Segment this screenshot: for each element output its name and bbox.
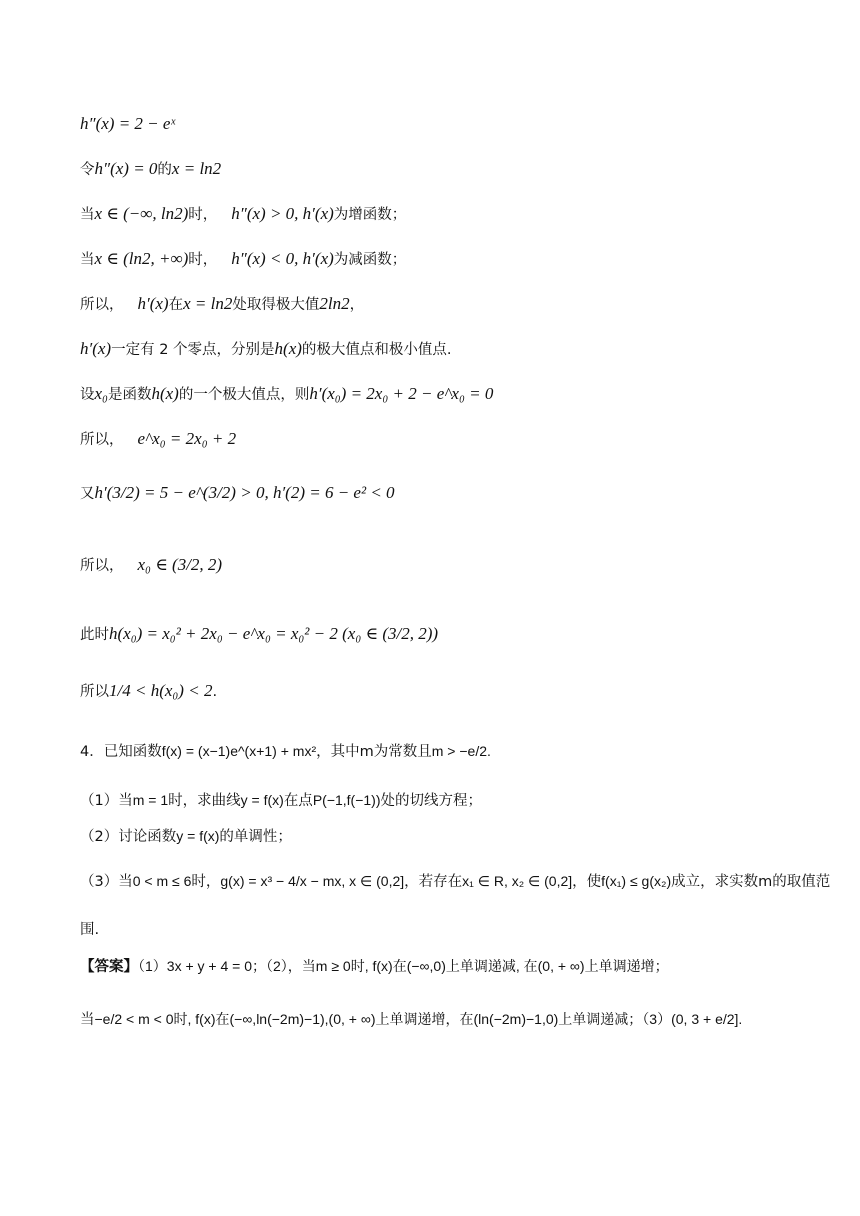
solution-line-9: 又h′(3/2) = 5 − e^(3/2) > 0, h′(2) = 6 − e² < 0	[80, 483, 395, 502]
equation: h″(x) > 0, h′(x)	[231, 204, 334, 223]
equation: h″(x) < 0, h′(x)	[231, 249, 334, 268]
equation: h′(x)	[80, 339, 112, 358]
equation: x₀ ∈ (3/2, 2)	[137, 555, 223, 574]
equation: 2ln2	[319, 294, 350, 313]
solution-line-10: 所以， x₀ ∈ (3/2, 2)	[80, 555, 223, 574]
problem-statement: 4．已知函数f(x) = (x−1)e^(x+1) + mx²，其中m为常数且m > −e/2.	[80, 743, 491, 760]
equation: 1/4 < h(x₀) < 2	[109, 681, 213, 700]
solution-line-12: 所以1/4 < h(x₀) < 2.	[80, 681, 218, 700]
problem-part-3: （3）当0 < m ≤ 6时，g(x) = x³ − 4/x − mx, x ∈ (0,2]，若存在x₁ ∈ R, x₂ ∈ (0,2]，使f(x₁) ≤ g(x₂)成立，求实数m的取值范	[80, 873, 831, 890]
solution-line-7: 设x₀是函数h(x)的一个极大值点，则h′(x₀) = 2x₀ + 2 − e^x₀ = 0	[80, 384, 494, 403]
equation: m > −e/2.	[431, 743, 491, 759]
equation: x₀	[94, 384, 108, 403]
equation: e^x₀ = 2x₀ + 2	[137, 429, 237, 448]
answer-line-1: 【答案】（1）3x + y + 4 = 0；（2），当m ≥ 0时, f(x)在(−∞,0)上单调递减, 在(0, + ∞)上单调递增；	[80, 958, 669, 975]
equation: f(x) = (x−1)e^(x+1) + mx²	[161, 743, 317, 759]
equation: x ∈ (ln2, +∞)	[94, 249, 189, 268]
equation: h(x)	[151, 384, 179, 403]
equation: x = ln2	[171, 159, 222, 178]
solution-line-1	[80, 113, 820, 135]
problem-part-3-cont: 围.	[80, 922, 100, 938]
equation: h″(x) = 2 − eˣ	[80, 114, 176, 133]
equation: x ∈ (−∞, ln2)	[94, 204, 189, 223]
equation: h′(x)	[137, 294, 169, 313]
solution-line-8: 所以， e^x₀ = 2x₀ + 2	[80, 429, 237, 448]
problem-part-2: （2）讨论函数y = f(x)的单调性；	[80, 828, 292, 845]
equation: h′(3/2) = 5 − e^(3/2) > 0, h′(2) = 6 − e² < 0	[94, 483, 395, 502]
solution-line-6: h′(x)一定有 2 个零点，分别是h(x)的极大值点和极小值点.	[80, 339, 452, 358]
solution-line-2: 令h″(x) = 0的x = ln2	[80, 159, 222, 178]
equation: h(x)	[274, 339, 302, 358]
equation: h(x₀) = x₀² + 2x₀ − e^x₀ = x₀² − 2 (x₀ ∈ (3/2, 2))	[109, 624, 439, 643]
solution-line-5: 所以， h′(x)在x = ln2处取得极大值2ln2，	[80, 294, 365, 313]
solution-line-11: 此时h(x₀) = x₀² + 2x₀ − e^x₀ = x₀² − 2 (x₀ ∈ (3/2, 2))	[80, 624, 439, 643]
solution-line-3: 当x ∈ (−∞, ln2)时， h″(x) > 0, h′(x)为增函数；	[80, 204, 407, 223]
equation: x = ln2	[183, 294, 233, 313]
equation: h″(x) = 0	[94, 159, 158, 178]
answer-label: 【答案】	[80, 959, 138, 975]
solution-line-4: 当x ∈ (ln2, +∞)时， h″(x) < 0, h′(x)为减函数；	[80, 249, 407, 268]
problem-part-1: （1）当m = 1时，求曲线y = f(x)在点P(−1,f(−1))处的切线方程；	[80, 792, 483, 809]
equation: h′(x₀) = 2x₀ + 2 − e^x₀ = 0	[309, 384, 494, 403]
answer-line-2: 当−e/2 < m < 0时, f(x)在(−∞,ln(−2m)−1),(0, + ∞)上单调递增，在(ln(−2m)−1,0)上单调递减；（3）(0, 3 + e/2].	[80, 1011, 743, 1028]
